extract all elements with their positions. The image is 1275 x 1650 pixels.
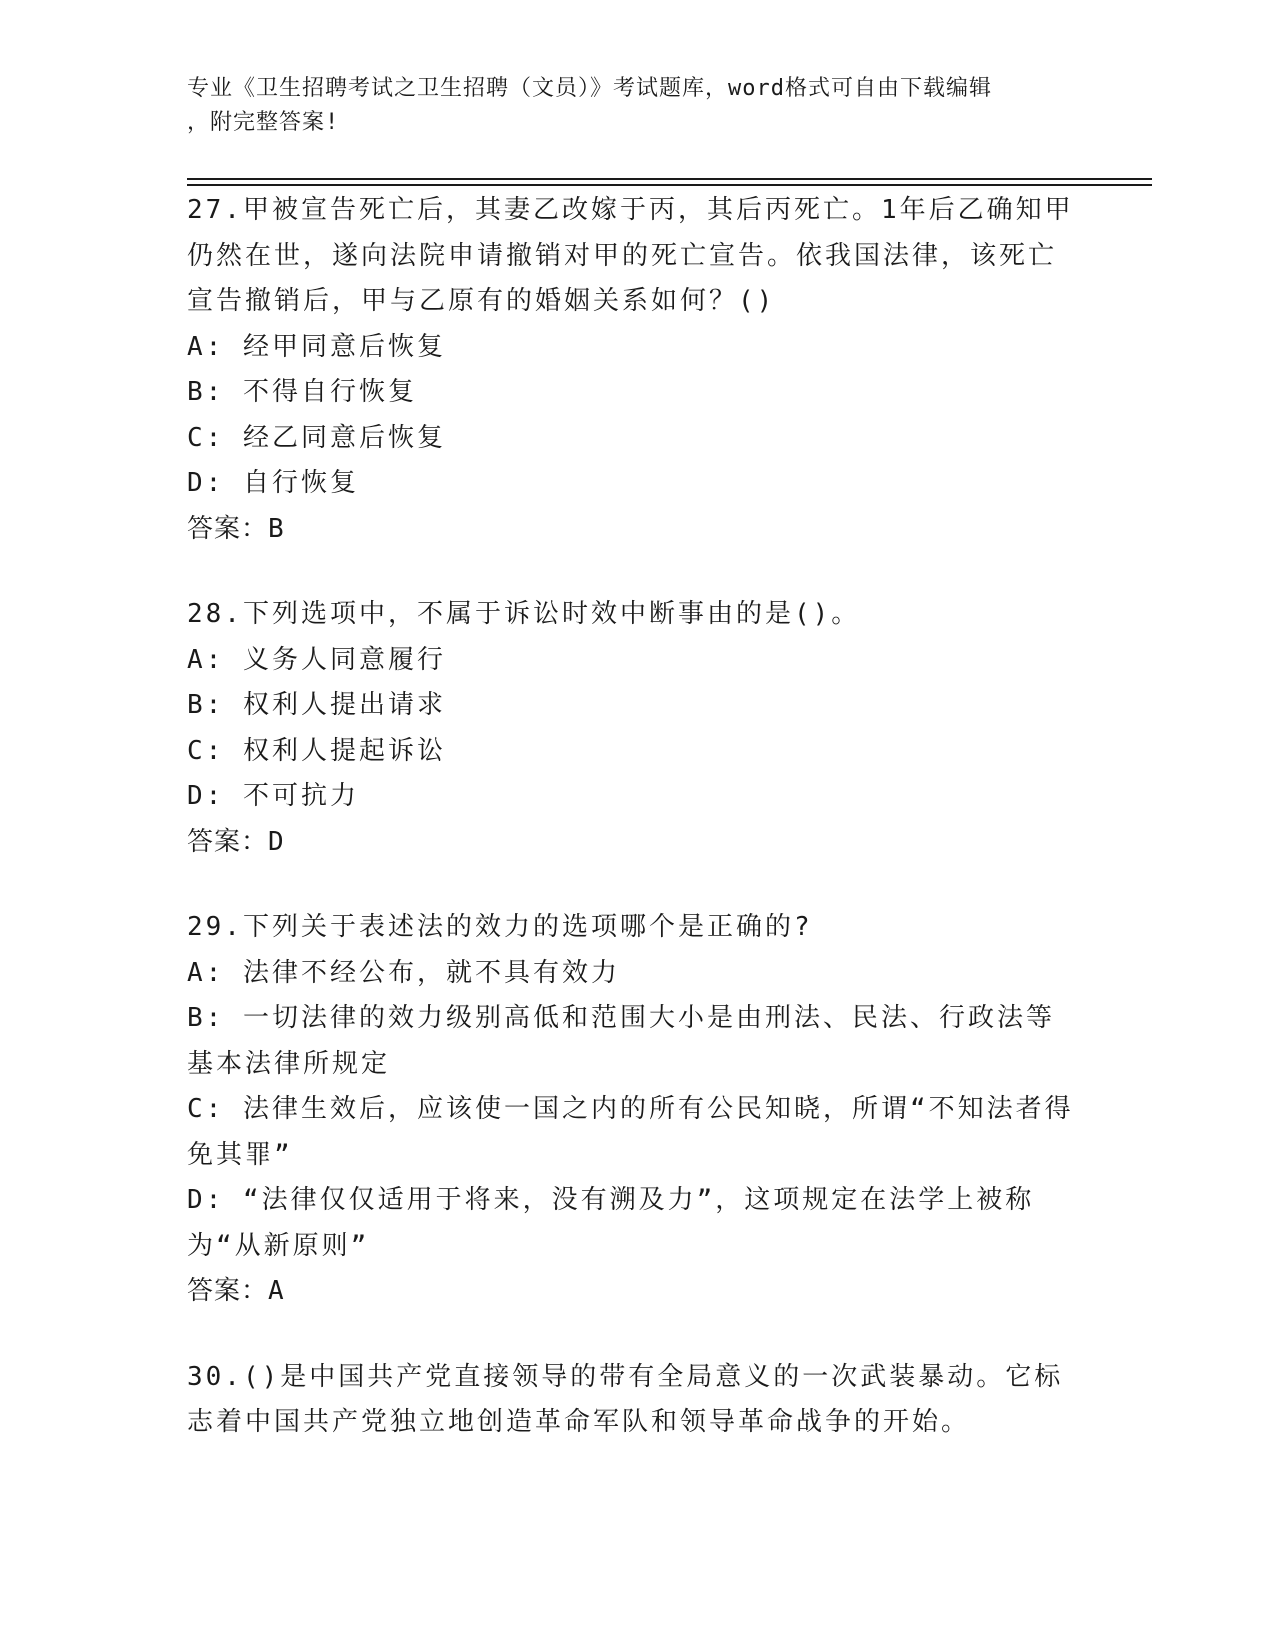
option-b: B: 一切法律的效力级别高低和范围大小是由刑法、民法、行政法等基本法律所规定 xyxy=(187,1003,1055,1079)
answer-line xyxy=(187,820,1077,866)
answer-line xyxy=(187,507,1077,553)
question-stem: 28.下列选项中，不属于诉讼时效中断事由的是()。 xyxy=(187,599,861,629)
option-c: C: 经乙同意后恢复 xyxy=(187,422,446,453)
answer-label: 答案： xyxy=(187,826,269,857)
option-c: C: 权利人提起诉讼 xyxy=(187,735,446,766)
question-list xyxy=(187,188,1077,1486)
question-stem: 29.下列关于表述法的效力的选项哪个是正确的? xyxy=(187,912,813,942)
document-header xyxy=(187,72,1067,140)
option-a: A: 经甲同意后恢复 xyxy=(187,331,446,362)
answer-value: B xyxy=(268,513,285,544)
header-line-1: 专业《卫生招聘考试之卫生招聘（文员）》考试题库，word格式可自由下载编辑 xyxy=(187,76,992,101)
answer-value: A xyxy=(268,1276,285,1306)
answer-value: D xyxy=(268,826,285,857)
question-30 xyxy=(187,1355,1077,1446)
question-stem: 27.甲被宣告死亡后，其妻乙改嫁于丙，其后丙死亡。1年后乙确知甲仍然在世，遂向法院申请撤销对甲的死亡宣告。依我国法律，该死亡宣告撤销后，甲与乙原有的婚姻关系如何？() xyxy=(187,195,1074,316)
question-27 xyxy=(187,188,1077,552)
option-a: A: 义务人同意履行 xyxy=(187,644,446,675)
option-b: B: 权利人提出请求 xyxy=(187,690,446,720)
question-29 xyxy=(187,905,1077,1315)
answer-label: 答案： xyxy=(187,513,269,544)
option-d: D: 自行恢复 xyxy=(187,468,359,498)
option-c: C: 法律生效后，应该使一国之内的所有公民知晓，所谓“不知法者得免其罪” xyxy=(187,1094,1074,1170)
option-d: D: “法律仅仅适用于将来，没有溯及力”，这项规定在法学上被称为“从新原则” xyxy=(187,1185,1035,1261)
option-a: A: 法律不经公布，就不具有效力 xyxy=(187,957,620,988)
header-line-2: ，附完整答案! xyxy=(187,110,340,135)
question-stem: 30.()是中国共产党直接领导的带有全局意义的一次武装暴动。它标志着中国共产党独立地创造革命军队和领导革命战争的开始。 xyxy=(187,1361,1064,1437)
answer-label: 答案： xyxy=(187,1276,269,1306)
header-divider-bottom xyxy=(187,184,1152,186)
header-divider-top xyxy=(187,178,1152,180)
option-d: D: 不可抗力 xyxy=(187,781,359,811)
option-b: B: 不得自行恢复 xyxy=(187,377,417,407)
question-28 xyxy=(187,592,1077,865)
answer-line xyxy=(187,1269,1077,1315)
